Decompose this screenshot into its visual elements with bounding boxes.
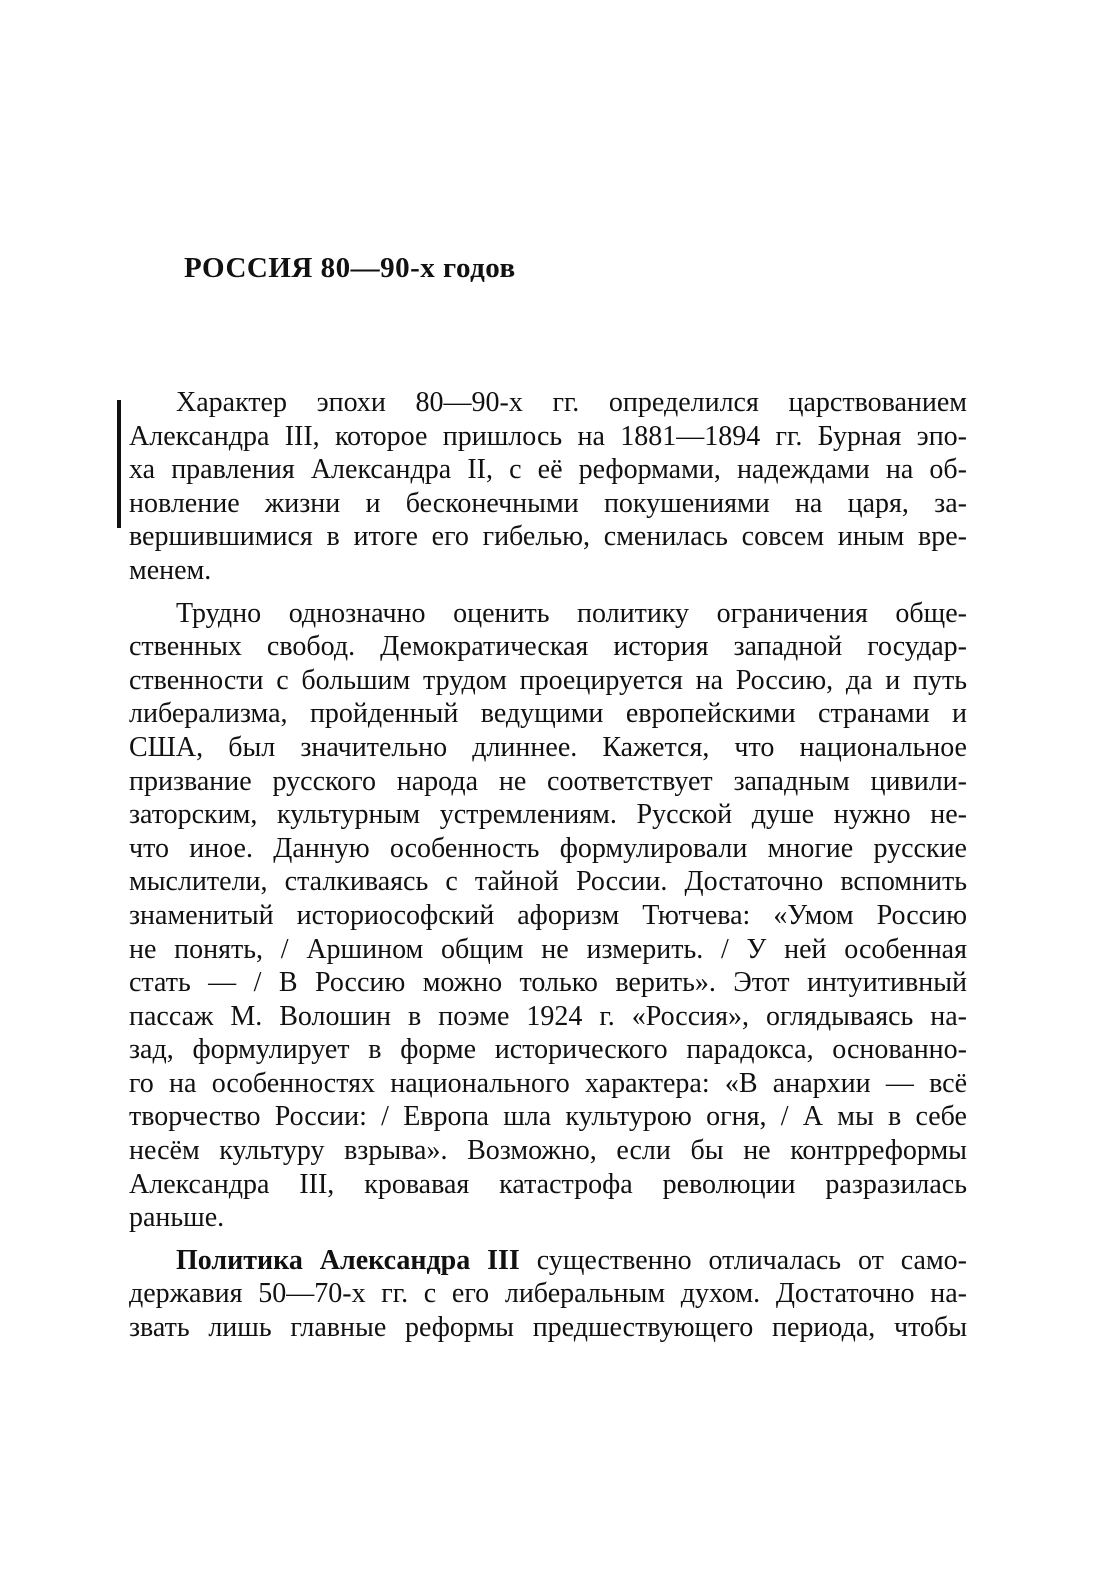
paragraph-gap: [129, 588, 967, 597]
paragraph-1: [129, 386, 967, 588]
text-line: не понять, / Аршином общим не измерить. / У ней особенная: [129, 933, 967, 965]
text-line: ственных свобод. Демократическая история западной государ-: [129, 631, 967, 663]
text-line: заторским, культурным устремлениям. Русской душе нужно не-: [129, 799, 967, 831]
text-line: менем.: [129, 554, 212, 586]
text-line: либерализма, пройденный ведущими европейскими странами и: [129, 698, 967, 730]
text-line: Александра III, кровавая катастрофа революции разразилась: [129, 1168, 967, 1200]
text-line: ственности с большим трудом проецируется на Россию, да и путь: [129, 664, 967, 696]
text-line: [129, 1244, 967, 1278]
text-line: знаменитый историософский афоризм Тютчева: «Умом Россию: [129, 899, 967, 931]
text-line: звать лишь главные реформы предшествующего периода, чтобы: [129, 1312, 967, 1344]
text-line: стать — / В Россию можно только верить». Этот интуитивный: [129, 967, 967, 999]
text-line: вершившимися в итоге его гибелью, сменилась совсем иным вре-: [129, 521, 967, 553]
text-line: Характер эпохи 80—90-х гг. определился царствованием: [176, 387, 967, 418]
text-line: призвание русского народа не соответствует западным цивили-: [129, 765, 967, 797]
bold-lead-phrase: Политика Александра III: [176, 1244, 520, 1276]
text-line: США, был значительно длиннее. Кажется, что национальное: [129, 731, 967, 763]
chapter-body: [129, 386, 967, 1345]
text-line: Трудно однозначно оценить политику ограничения обще-: [176, 597, 967, 629]
paragraph-gap: [129, 1235, 967, 1244]
paragraph-2: [129, 597, 967, 1235]
text-line: го на особенностях национального характера: «В анархии — всё: [129, 1067, 967, 1099]
text-line: несём культуру взрыва». Возможно, если бы не контрреформы: [129, 1135, 967, 1167]
paragraph-3: [129, 1244, 967, 1345]
chapter-heading: РОССИЯ 80—90-х годов: [184, 252, 516, 284]
text-line: зад, формулирует в форме исторического парадокса, основанно-: [129, 1034, 967, 1066]
text-line: раньше.: [129, 1202, 225, 1234]
text-line: державия 50—70-х гг. с его либеральным духом. Достаточно на-: [129, 1278, 967, 1310]
text-line-rest: существенно отличалась от само-: [519, 1244, 967, 1276]
margin-marker-line: [117, 400, 121, 528]
text-line: ха правления Александра II, с её реформами, надеждами на об-: [129, 454, 967, 486]
text-line: творчество России: / Европа шла культурою огня, / А мы в себе: [129, 1101, 967, 1133]
text-line: новление жизни и бесконечными покушениями на царя, за-: [129, 487, 967, 519]
text-line: Александра III, которое пришлось на 1881—1894 гг. Бурная эпо-: [129, 420, 967, 452]
text-line: пассаж М. Волошин в поэме 1924 г. «Россия», оглядываясь на-: [129, 1000, 967, 1032]
text-line: мыслители, сталкиваясь с тайной России. Достаточно вспомнить: [129, 866, 967, 898]
text-line: что иное. Данную особенность формулировали многие русские: [129, 832, 967, 864]
